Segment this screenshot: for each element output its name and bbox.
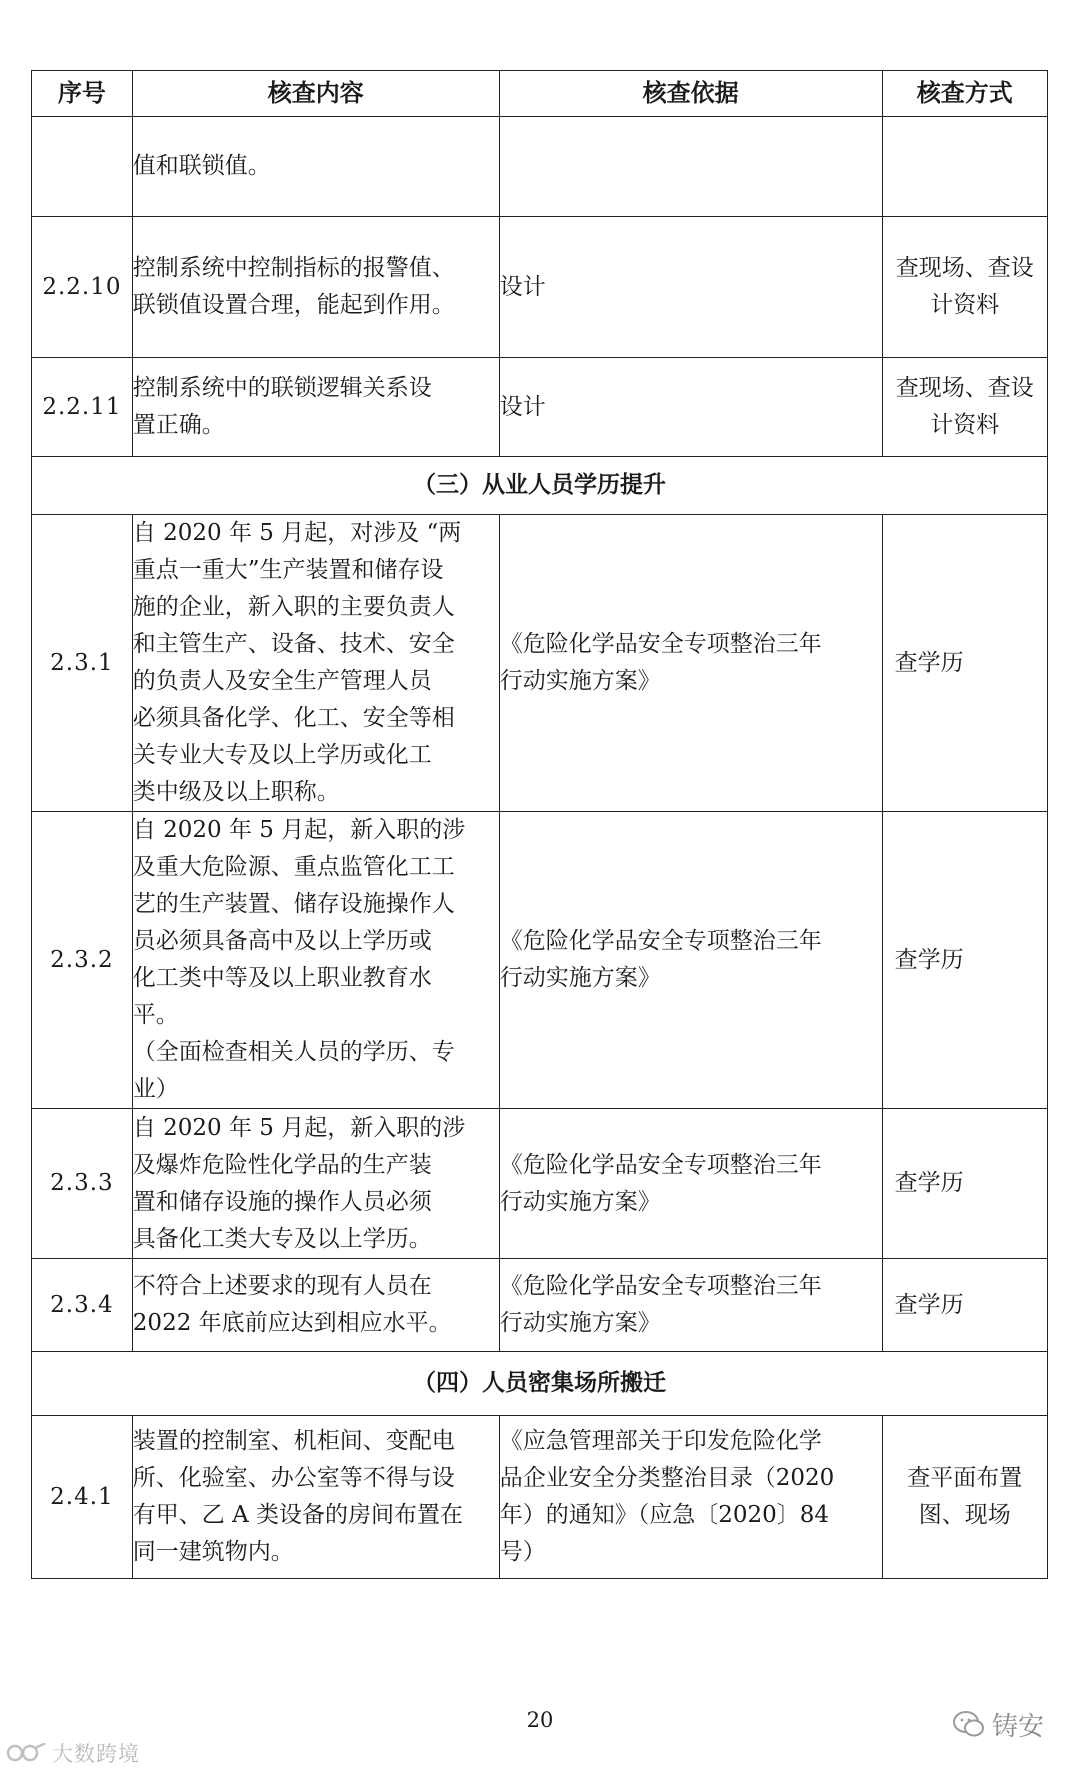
watermark-left-text: 大数跨境 [52,1742,140,1766]
basis-line: 行动实施方案》 [499,1188,661,1215]
content-line: 具备化工类大专及以上学历。 [132,1225,432,1252]
content-line: 业） [132,1076,179,1102]
wechat-icon [952,1710,986,1740]
content-line: 及爆炸危险性化学品的生产装 [132,1151,432,1178]
page-number: 20 [526,1708,554,1732]
table-row [32,1259,1048,1352]
content-line: （全面检查相关人员的学历、专 [132,1039,455,1065]
basis-line: 号） [499,1539,546,1565]
row-method [882,117,1047,217]
row-method [882,1109,1047,1259]
row-basis [499,1109,882,1259]
row-content [132,515,499,812]
row-number: 2.2.11 [32,358,133,457]
table-row [32,217,1048,358]
row-basis [499,1259,882,1352]
header-content: 核查内容 [132,71,499,117]
watermark-left [6,1738,140,1768]
section-row [32,1352,1048,1416]
method-line: 查现场、查设 [895,375,1034,401]
row-content [132,117,499,217]
basis-line: 《危险化学品安全专项整治三年 [499,1151,822,1178]
content-line: 不符合上述要求的现有人员在 [132,1273,432,1299]
content-line: 重点一重大”生产装置和储存设 [132,557,444,583]
method-line: 查学历 [894,1170,964,1196]
content-line: 置和储存设施的操作人员必须 [132,1188,432,1215]
header-basis: 核查依据 [499,71,882,117]
method-line: 计资料 [930,412,1000,438]
inspection-table [31,70,1048,1579]
content-line: 所、化验室、办公室等不得与设 [132,1465,455,1491]
row-content [132,358,499,457]
basis-line: 设计 [499,273,546,300]
content-line: 自 2020 年 5 月起，新入职的涉 [132,1114,466,1141]
table-row [32,358,1048,457]
basis-line: 《危险化学品安全专项整治三年 [499,928,822,954]
basis-line: 行动实施方案》 [499,1310,661,1336]
basis-line: 品企业安全分类整治目录（2020 [499,1465,835,1491]
basis-line: 年）的通知》（应急〔2020〕84 [499,1502,830,1528]
row-method [882,358,1047,457]
basis-line: 《危险化学品安全专项整治三年 [499,1273,822,1299]
row-basis [499,358,882,457]
row-method [882,812,1047,1109]
row-basis [499,515,882,812]
content-line: 员必须具备高中及以上学历或 [132,928,432,954]
content-line: 化工类中等及以上职业教育水 [132,965,432,991]
row-number: 2.3.4 [32,1259,133,1352]
content-line: 及重大危险源、重点监管化工工 [132,854,455,880]
basis-line: 《应急管理部关于印发危险化学 [499,1428,822,1454]
row-basis [499,1416,882,1579]
content-line: 控制系统中控制指标的报警值、 [132,255,455,281]
content-line: 类中级及以上职称。 [132,779,340,805]
content-line: 必须具备化学、化工、安全等相 [132,705,455,731]
watermark-right [952,1706,1044,1743]
content-line: 装置的控制室、机柜间、变配电 [132,1428,455,1454]
row-number [32,117,133,217]
content-line: 自 2020 年 5 月起，对涉及 “两 [132,520,462,546]
content-line: 值和联锁值。 [132,153,271,179]
table-row [32,812,1048,1109]
section-heading: （三）从业人员学历提升 [32,457,1048,515]
row-method [882,1416,1047,1579]
row-number: 2.3.2 [32,812,133,1109]
method-line: 图、现场 [918,1502,1011,1528]
content-line: 和主管生产、设备、技术、安全 [132,631,455,657]
content-line: 2022 年底前应达到相应水平。 [132,1310,452,1336]
row-content [132,1259,499,1352]
content-line: 有甲、乙 A 类设备的房间布置在 [132,1502,464,1528]
header-method: 核查方式 [882,71,1047,117]
section-row [32,457,1048,515]
content-line: 的负责人及安全生产管理人员 [132,668,432,694]
method-line: 查学历 [894,649,964,676]
watermark-logo-icon [6,1741,46,1765]
method-line: 计资料 [930,292,1000,318]
header-no: 序号 [32,71,133,117]
basis-line: 行动实施方案》 [499,965,661,991]
content-line: 置正确。 [132,412,225,438]
basis-line: 设计 [499,393,546,420]
header-row [32,71,1048,117]
row-content [132,812,499,1109]
content-line: 控制系统中的联锁逻辑关系设 [132,375,432,401]
row-number: 2.3.1 [32,515,133,812]
table-row [32,1416,1048,1579]
content-line: 平。 [132,1002,179,1028]
row-number: 2.3.3 [32,1109,133,1259]
row-content [132,217,499,358]
method-line: 查学历 [894,1291,964,1318]
row-content [132,1416,499,1579]
row-basis [499,217,882,358]
basis-line: 行动实施方案》 [499,668,661,694]
row-number: 2.4.1 [32,1416,133,1579]
watermark-right-text: 铸安 [992,1712,1045,1742]
content-line: 艺的生产装置、储存设施操作人 [132,891,455,917]
method-line: 查平面布置 [907,1465,1023,1491]
content-line: 同一建筑物内。 [132,1539,294,1565]
table-row [32,1109,1048,1259]
method-line: 查学历 [894,946,964,973]
content-line: 联锁值设置合理，能起到作用。 [132,292,455,318]
table-row [32,515,1048,812]
row-method [882,515,1047,812]
row-content [132,1109,499,1259]
content-line: 施的企业，新入职的主要负责人 [132,594,455,620]
row-method [882,1259,1047,1352]
row-basis [499,117,882,217]
basis-line: 《危险化学品安全专项整治三年 [499,631,822,657]
method-line: 查现场、查设 [895,255,1034,281]
table-row-continued [32,117,1048,217]
row-number: 2.2.10 [32,217,133,358]
content-line: 关专业大专及以上学历或化工 [132,742,432,768]
row-method [882,217,1047,358]
section-heading: （四）人员密集场所搬迁 [32,1352,1048,1416]
row-basis [499,812,882,1109]
content-line: 自 2020 年 5 月起，新入职的涉 [132,817,466,843]
